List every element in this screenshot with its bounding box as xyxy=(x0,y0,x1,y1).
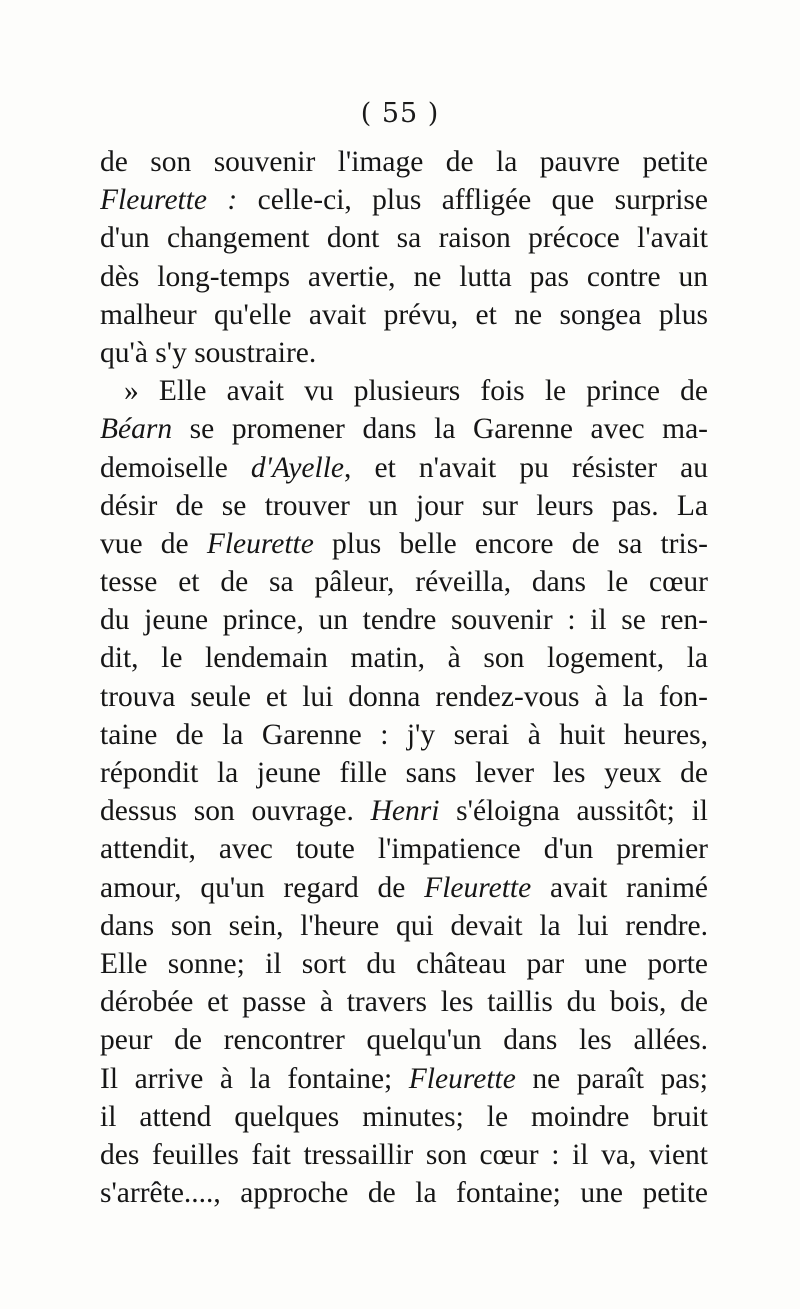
text-line xyxy=(100,716,708,754)
text-line xyxy=(100,1136,708,1174)
text-run: du jeune prince, un tendre souvenir : il se ren- xyxy=(100,604,708,637)
text-line xyxy=(100,1174,708,1212)
text-run: vue de xyxy=(100,527,207,560)
italic-name: Henri xyxy=(370,795,440,828)
text-run: ne paraît pas; xyxy=(515,1062,708,1095)
text-run: attendit, avec toute l'impatience d'un premier xyxy=(100,833,708,866)
text-line xyxy=(100,754,708,792)
text-run: qu'à s'y soustraire. xyxy=(100,336,317,369)
text-run: désir de se trouver un jour sur leurs pas. La xyxy=(100,489,708,522)
text-run: » Elle avait vu plusieurs fois le prince de xyxy=(124,375,708,408)
text-run: , et n'avait pu résister au xyxy=(344,451,708,484)
text-run: demoiselle xyxy=(100,451,251,484)
text-line xyxy=(100,1060,708,1098)
italic-name: Fleurette xyxy=(424,871,532,904)
text-line xyxy=(100,601,708,639)
text-line xyxy=(100,907,708,945)
text-run: d'un changement dont sa raison précoce l'avait xyxy=(100,222,708,255)
text-line xyxy=(100,869,708,907)
text-line xyxy=(100,449,708,487)
text-run: Elle sonne; il sort du château par une porte xyxy=(100,947,708,980)
text-line xyxy=(100,1021,708,1059)
text-line xyxy=(100,181,708,219)
body-text xyxy=(100,143,708,1212)
text-line xyxy=(100,296,708,334)
text-line xyxy=(100,372,708,410)
text-run: il attend quelques minutes; le moindre bruit xyxy=(100,1100,708,1133)
text-line xyxy=(100,410,708,448)
text-line xyxy=(100,639,708,677)
text-run: dérobée et passe à travers les taillis du bois, de xyxy=(100,986,708,1019)
text-run: Il arrive à la fontaine; xyxy=(100,1062,409,1095)
text-run: dessus son ouvrage. xyxy=(100,795,371,828)
text-line xyxy=(100,830,708,868)
text-run: celle-ci, plus affligée que surprise xyxy=(237,184,708,217)
text-run: se promener dans la Garenne avec ma- xyxy=(172,413,708,446)
text-run: taine de la Garenne : j'y serai à huit heures, xyxy=(100,718,708,751)
text-run: plus belle encore de sa tris- xyxy=(313,527,708,560)
text-line xyxy=(100,1098,708,1136)
text-run: s'éloigna aussitôt; il xyxy=(439,795,708,828)
text-line xyxy=(100,945,708,983)
text-run: trouva seule et lui donna rendez-vous à la fon- xyxy=(100,680,708,713)
text-run: répondit la jeune fille sans lever les yeux de xyxy=(100,757,708,789)
text-run: amour, qu'un regard de xyxy=(100,871,425,904)
text-line xyxy=(100,334,708,372)
text-run: des feuilles fait tressaillir son cœur : il va, vient xyxy=(100,1138,708,1171)
italic-name: Fleurette xyxy=(206,527,314,560)
text-line xyxy=(100,525,708,563)
italic-name: Fleurette xyxy=(408,1062,516,1095)
text-run: de son souvenir l'image de la pauvre petite xyxy=(100,146,708,178)
text-run: dès long-temps avertie, ne lutta pas contre un xyxy=(100,260,708,293)
page-number: ( 55 ) xyxy=(360,98,440,129)
text-line xyxy=(100,678,708,716)
text-line xyxy=(100,983,708,1021)
text-run: tesse et de sa pâleur, réveilla, dans le cœur xyxy=(100,566,708,599)
text-run: peur de rencontrer quelqu'un dans les allées. xyxy=(100,1024,708,1057)
text-run: malheur qu'elle avait prévu, et ne songea plus xyxy=(100,298,708,331)
text-run: dit, le lendemain matin, à son logement, la xyxy=(100,642,708,675)
italic-name: d'Ayelle xyxy=(250,451,345,484)
text-run: s'arrête...., approche de la fontaine; une petite xyxy=(100,1177,708,1210)
text-run: dans son sein, l'heure qui devait la lui rendre. xyxy=(100,909,708,942)
text-line xyxy=(100,258,708,296)
text-run: avait ranimé xyxy=(531,871,708,904)
text-line xyxy=(100,563,708,601)
italic-name: Fleurette : xyxy=(100,184,238,217)
text-line xyxy=(100,143,708,181)
italic-name: Béarn xyxy=(100,413,173,446)
text-line xyxy=(100,219,708,257)
text-line xyxy=(100,792,708,830)
text-line xyxy=(100,487,708,525)
